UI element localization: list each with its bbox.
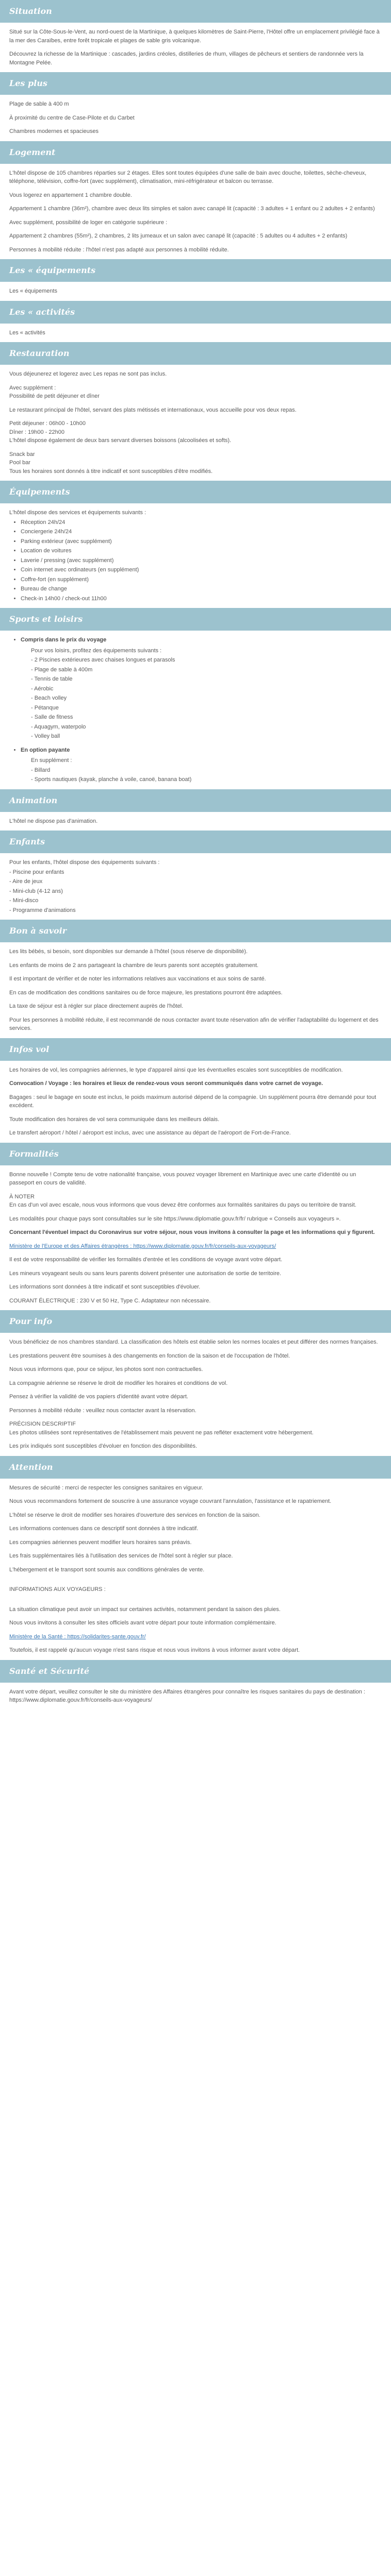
paragraph: Pour les enfants, l'hôtel dispose des équipements suivants : (9, 859, 160, 866)
section-title: Les « équipements (0, 259, 391, 282)
paragraph: L'hôtel dispose des services et équipements suivants : (9, 510, 146, 516)
paragraph: En supplément : (31, 757, 72, 764)
paragraph: Les modalités pour chaque pays sont consultables sur le site https://www.diplomatie.gouv.fr/fr/ rubrique « Conseils aux voyageurs ». (9, 1215, 341, 1222)
paragraph (9, 1633, 382, 1641)
list-item: - Volley ball (31, 733, 60, 739)
paragraph: Le restaurant principal de l'hôtel, servant des plats métissés et internationaux, vous accueille pour vos deux repas. (9, 406, 297, 413)
paragraph: Toute modification des horaires de vol sera communiquée dans les meilleurs délais. (9, 1116, 220, 1123)
sports-groups (21, 636, 382, 784)
paragraph: La compagnie aérienne se réserve le droit de modifier les horaires et conditions de vol. (9, 1380, 228, 1386)
section-les-plus (0, 72, 391, 136)
paragraph: Convocation / Voyage : les horaires et lieux de rendez-vous vous seront communiqués dans votre carnet de voyage. (9, 1080, 323, 1087)
paragraph: Les prestations peuvent être soumises à des changements en fonction de la saison et de l'occupation de l'hôtel. (9, 1352, 290, 1359)
paragraph: INFORMATIONS AUX VOYAGEURS : (9, 1586, 106, 1592)
section-animation (0, 789, 391, 826)
paragraph: Il est important de vérifier et de noter les informations relatives aux vaccinations et aux soins de santé. (9, 976, 266, 982)
paragraph: Pour les personnes à mobilité réduite, il est recommandé de nous contacter avant toute réservation afin de vérifier l'adaptabilité du logement et des services. (9, 1016, 379, 1031)
paragraph: Nous vous informons que, pour ce séjour, les photos sont non contractuelles. (9, 1366, 203, 1372)
paragraph: Situé sur la Côte-Sous-le-Vent, au nord-ouest de la Martinique, à quelques kilomètres de Saint-Pierre, l'Hôtel offre un emplacement privilégié face à la mer des Caraïbes, entre forêt tropicale et plages de sable gris volcanique. (9, 29, 380, 44)
paragraph: Toutefois, il est rappelé qu'aucun voyage n'est sans risque et nous vous invitons à vous informer avant votre départ. (9, 1647, 300, 1653)
paragraph: Avant votre départ, veuillez consulter le site du ministère des Affaires étrangères pour connaître les risques sanitaires du pays de destination : https://www.diplomatie.gouv.fr/fr/conseils-aux-voyageurs/ (9, 1688, 365, 1703)
paragraph: Snack bar (9, 451, 35, 457)
list-item: - Programme d'animations (9, 907, 76, 913)
paragraph: Dîner : 19h00 - 22h00 (9, 429, 65, 435)
group-label: En option payante (21, 747, 70, 753)
paragraph: Les mineurs voyageant seuls ou sans leurs parents doivent présenter une autorisation de sortie de territoire. (9, 1270, 282, 1277)
section-les-activites (0, 301, 391, 337)
section-restauration (0, 342, 391, 476)
paragraph: Découvrez la richesse de la Martinique : cascades, jardins créoles, distilleries de rhum, villages de pêcheurs et sentiers de randonnée vers la Montagne Pelée. (9, 51, 364, 66)
list-item: - Mini-club (4-12 ans) (9, 888, 63, 894)
paragraph: La taxe de séjour est à régler sur place directement auprès de l'hôtel. (9, 1003, 184, 1009)
paragraph: COURANT ÉLECTRIQUE : 230 V et 50 Hz, Type C. Adaptateur non nécessaire. (9, 1297, 211, 1304)
section-title: Équipements (0, 481, 391, 503)
list-item: • Coin internet avec ordinateurs (en supplément) (21, 566, 382, 574)
list-item: - Pétanque (31, 704, 59, 711)
section-logement (0, 141, 391, 255)
paragraph: Il est de votre responsabilité de vérifier les formalités d'entrée et les conditions de voyage avant votre départ. (9, 1257, 283, 1263)
list-item: - Tennis de table (31, 676, 73, 682)
list-item: • Check-in 14h00 / check-out 11h00 (21, 595, 382, 603)
diplomatie-link[interactable]: Ministère de l'Europe et des Affaires étrangères : https://www.diplomatie.gouv.fr/fr/conseils-aux-voyageurs/ (9, 1243, 276, 1249)
included-list (31, 656, 382, 741)
list-item: À proximité du centre de Case-Pilote et du Carbet (9, 114, 135, 121)
list-item: - Aire de jeux (9, 878, 43, 885)
paragraph: Nous vous recommandons fortement de souscrire à une assurance voyage couvrant l'annulation, l'assistance et le rapatriement. (9, 1498, 332, 1504)
section-infos-vol (0, 1038, 391, 1138)
section-formalites (0, 1143, 391, 1306)
paragraph: Les horaires de vol, les compagnies aériennes, le type d'appareil ainsi que les éventuelles escales sont susceptibles de modification. (9, 1066, 343, 1073)
paragraph: PRÉCISION DESCRIPTIF (9, 1421, 76, 1427)
paragraph: Avec supplément : (9, 384, 56, 391)
section-attention (0, 1456, 391, 1655)
paragraph: Pour vos loisirs, profitez des équipements suivants : (31, 647, 162, 654)
equipment-list (21, 518, 382, 603)
paragraph: Pool bar (9, 460, 30, 466)
paragraph: Personnes à mobilité réduite : veuillez nous contacter avant la réservation. (9, 1407, 197, 1414)
list-item: - Sports nautiques (kayak, planche à voile, canoë, banana boat) (31, 776, 192, 783)
paragraph: Concernant l'éventuel impact du Coronavirus sur votre séjour, nous vous invitons à consulter la page et les informations qui y figurent. (9, 1229, 375, 1235)
paragraph: Le transfert aéroport / hôtel / aéroport est inclus, avec une assistance au départ de l'aéroport de Fort-de-France. (9, 1130, 291, 1136)
paragraph: Les lits bébés, si besoin, sont disponibles sur demande à l'hôtel (sous réserve de disponibilité). (9, 948, 248, 955)
section-title: Situation (0, 0, 391, 23)
paragraph: Petit déjeuner : 06h00 - 10h00 (9, 420, 86, 427)
section-title: Formalités (0, 1143, 391, 1165)
paragraph: L'hébergement et le transport sont soumis aux conditions générales de vente. (9, 1566, 205, 1573)
list-item: Plage de sable à 400 m (9, 101, 69, 107)
list-item: - Aquagym, waterpolo (31, 723, 86, 730)
paragraph: Nous vous invitons à consulter les sites officiels avant votre départ pour toute information complémentaire. (9, 1620, 276, 1626)
paragraph: Les « activités (9, 329, 45, 336)
section-title: Restauration (0, 342, 391, 365)
list-item: • Laverie / pressing (avec supplément) (21, 556, 382, 565)
paragraph: Les informations sont données à titre indicatif et sont susceptibles d'évoluer. (9, 1284, 201, 1290)
section-enfants (0, 831, 391, 914)
list-item: Chambres modernes et spacieuses (9, 128, 99, 134)
paragraph: Appartement 2 chambres (55m²), 2 chambres, 2 lits jumeaux et un salon avec canapé lit (capacité : 5 adultes ou 4 adultes + 2 enfants) (9, 233, 348, 239)
section-title: Sports et loisirs (0, 608, 391, 631)
paragraph: Les informations contenues dans ce descriptif sont données à titre indicatif. (9, 1526, 199, 1532)
paragraph: Vous bénéficiez de nos chambres standard. La classification des hôtels est établie selon les normes locales et peut différer des normes françaises. (9, 1339, 378, 1345)
paragraph: Les « équipements (9, 288, 57, 294)
list-item: • Coffre-fort (en supplément) (21, 575, 382, 584)
list-item: • Parking extérieur (avec supplément) (21, 537, 382, 546)
paragraph: Bagages : seul le bagage en soute est inclus, le poids maximum autorisé dépend de la compagnie. Un supplément pourra être demandé pour tout excédent. (9, 1094, 377, 1109)
section-sante-securite (0, 1660, 391, 1705)
section-equipements (0, 481, 391, 603)
list-item: - Mini-disco (9, 897, 39, 904)
section-title: Enfants (0, 831, 391, 853)
section-title: Logement (0, 141, 391, 164)
paragraph: L'hôtel ne dispose pas d'animation. (9, 818, 98, 824)
list-item: • Réception 24h/24 (21, 518, 382, 527)
options-group (21, 746, 382, 784)
paragraph: Personnes à mobilité réduite : l'hôtel n'est pas adapté aux personnes à mobilité réduite. (9, 246, 229, 253)
section-title: Attention (0, 1456, 391, 1479)
list-item: - Piscine pour enfants (9, 869, 64, 875)
paragraph: Vous logerez en appartement 1 chambre double. (9, 192, 132, 198)
section-les-equipements (0, 259, 391, 296)
sante-link[interactable]: Ministère de la Santé : https://solidarites-sante.gouv.fr/ (9, 1633, 146, 1640)
paragraph: Mesures de sécurité : merci de respecter les consignes sanitaires en vigueur. (9, 1484, 204, 1491)
paragraph: Les frais supplémentaires liés à l'utilisation des services de l'hôtel sont à régler sur place. (9, 1553, 233, 1559)
section-situation (0, 0, 391, 67)
section-sports (0, 608, 391, 784)
section-title: Infos vol (0, 1038, 391, 1061)
paragraph: L'hôtel dispose également de deux bars servant diverses boissons (alcoolisées et softs). (9, 437, 232, 444)
paragraph: En cas d'un vol avec escale, nous vous informons que vous devez être conformes aux formalités sanitaires du pays ou territoire de transit. (9, 1202, 356, 1208)
list-item: - Beach volley (31, 695, 67, 701)
section-pour-info (0, 1310, 391, 1451)
list-item: • Location de voitures (21, 547, 382, 555)
section-title: Bon à savoir (0, 920, 391, 942)
kids-list (9, 868, 382, 915)
list-item: - Billard (31, 767, 51, 773)
list-item: • Bureau de change (21, 585, 382, 594)
paragraph (9, 1242, 382, 1251)
paragraph: En cas de modification des conditions sanitaires ou de force majeure, les prestations pourront être adaptées. (9, 989, 283, 996)
section-title: Les plus (0, 72, 391, 95)
paragraph: L'hôtel se réserve le droit de modifier ses horaires d'ouverture des services en fonction de la saison. (9, 1512, 260, 1518)
list-item: - 2 Piscines extérieures avec chaises longues et parasols (31, 657, 175, 663)
paragraph: À NOTER (9, 1193, 35, 1200)
section-title: Animation (0, 789, 391, 812)
list-item: - Aérobic (31, 685, 54, 692)
paragraph: Bonne nouvelle ! Compte tenu de votre nationalité française, vous pouvez voyager librement en Martinique avec une carte d'identité ou un passeport en cours de validité. (9, 1171, 356, 1186)
section-title: Pour info (0, 1310, 391, 1333)
paragraph: L'hôtel dispose de 105 chambres réparties sur 2 étages. Elles sont toutes équipées d'une salle de bain avec douche, toilettes, sèche-cheveux, téléphone, télévision, coffre-fort (avec supplément), climatisation, mini-réfrigérateur et balcon ou terrasse. (9, 170, 367, 184)
list-item: • Conciergerie 24h/24 (21, 528, 382, 536)
paragraph: Appartement 1 chambre (36m²), chambre avec deux lits simples et salon avec canapé lit (capacité : 3 adultes + 1 enfant ou 2 adultes + 2 enfants) (9, 206, 375, 212)
paragraph: Les enfants de moins de 2 ans partageant la chambre de leurs parents sont acceptés gratuitement. (9, 962, 259, 969)
section-title: Les « activités (0, 301, 391, 324)
paragraph: Pensez à vérifier la validité de vos papiers d'identité avant votre départ. (9, 1394, 188, 1400)
paragraph: La situation climatique peut avoir un impact sur certaines activités, notamment pendant la saison des pluies. (9, 1606, 281, 1613)
section-title: Santé et Sécurité (0, 1660, 391, 1683)
section-bon-a-savoir (0, 920, 391, 1033)
options-list (31, 766, 382, 784)
group-label: Compris dans le prix du voyage (21, 637, 107, 643)
list-item: - Plage de sable à 400m (31, 666, 93, 673)
paragraph: Possibilité de petit déjeuner et dîner (9, 393, 100, 399)
paragraph: Vous déjeunerez et logerez avec Les repas ne sont pas inclus. (9, 371, 167, 377)
paragraph: Les prix indiqués sont susceptibles d'évoluer en fonction des disponibilités. (9, 1443, 198, 1449)
included-group (21, 636, 382, 741)
paragraph: Les compagnies aériennes peuvent modifier leurs horaires sans préavis. (9, 1539, 192, 1546)
paragraph: Les photos utilisées sont représentatives de l'établissement mais peuvent ne pas refléter exactement votre hébergement. (9, 1429, 314, 1436)
list-item: - Salle de fitness (31, 714, 73, 720)
paragraph: Avec supplément, possibilité de loger en catégorie supérieure : (9, 219, 168, 226)
paragraph: Tous les horaires sont donnés à titre indicatif et sont susceptibles d'être modifiés. (9, 468, 213, 474)
